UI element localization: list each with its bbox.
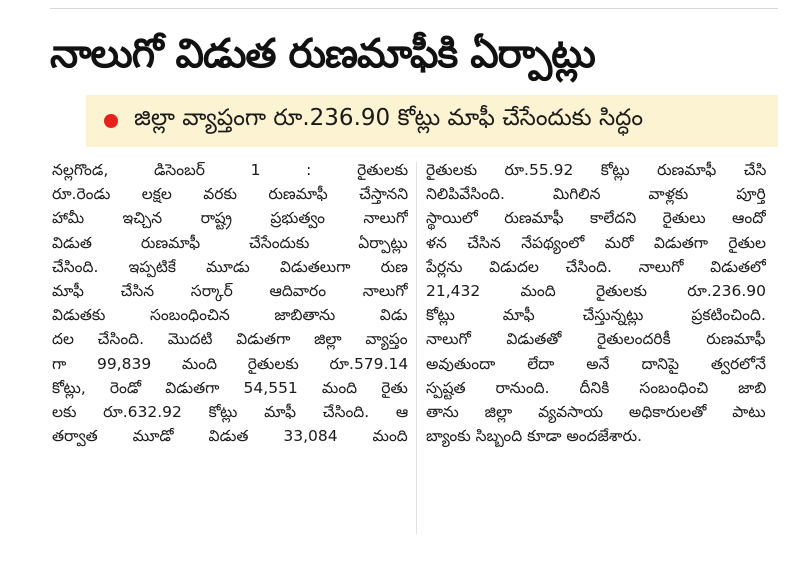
article-line: విడుతకు సంబంధించిన జాబితాను విడు [52, 306, 408, 325]
article-line: చేసింది. ఇప్పటికే మూడు విడుతలుగా రుణ [52, 257, 408, 276]
article-line: రైతులకు రూ.55.92 కోట్లు రుణమాఫీ చేసి [426, 161, 766, 179]
top-rule [50, 8, 778, 9]
red-bullet-icon [104, 114, 118, 128]
article-line: పేర్లను విడుదల చేసింది. నాలుగో విడుతలో [426, 257, 766, 276]
article-line: రూ.రెండు లక్షల వరకు రుణమాఫీ చేస్తానని [52, 185, 408, 204]
article-line: కోట్లు మాఫీ చేస్తున్నట్లు ప్రకటించింది. [426, 306, 766, 325]
article-line: దల చేసింది. మొదటి విడుతగా జిల్లా వ్యాప్తం [52, 330, 408, 349]
article-line: నల్లగొండ, డిసెంబర్ 1 : రైతులకు [52, 161, 408, 179]
article-line: బ్యాంకు సిబ్బంది కూడా అందజేశారు. [426, 427, 643, 446]
subheading-banner [86, 95, 778, 147]
article-line: హామీ ఇచ్చిన రాష్ట్ర ప్రభుత్వం నాలుగో [52, 209, 408, 228]
subheading-text: జిల్లా వ్యాప్తంగా రూ.236.90 కోట్లు మాఫీ చేసేందుకు సిద్ధం [134, 105, 643, 131]
column-divider [416, 162, 417, 534]
article-line: విడుత రుణమాఫీ చేసేందుకు ఏర్పాట్లు [52, 233, 408, 252]
article-line: లకు రూ.632.92 కోట్లు మాఫీ చేసింది. ఆ [52, 403, 408, 422]
article-column-left [52, 158, 408, 538]
article-line: మాఫీ చేసిన సర్కార్ ఆదివారం నాలుగో [52, 282, 408, 301]
headline: నాలుగో విడుత రుణమాఫీకి ఏర్పాట్లు [50, 31, 595, 77]
article-column-right [426, 158, 766, 538]
article-line: నిలిపివేసింది. మిగిలిన వాళ్లకు పూర్తి [426, 185, 766, 204]
article-line: అవుతుందా లేదా అనే దానిపై త్వరలోనే [426, 354, 766, 373]
article-line: తర్వాత మూడో విడుత 33,084 మంది [52, 427, 408, 446]
article-line: స్థాయిలో రుణమాఫీ కాలేదని రైతులు ఆందో [426, 209, 766, 228]
article-line: ళన చేసిన నేపథ్యంలో మరో విడుతగా రైతుల [426, 233, 766, 252]
article-line: తాను జిల్లా వ్యవసాయ అధికారులతో పాటు [426, 403, 766, 422]
article-line: కోట్లు, రెండో విడుతగా 54,551 మంది రైతు [52, 378, 408, 397]
article-line: స్పష్టత రానుంది. దీనికి సంబంధించి జాబి [426, 378, 766, 397]
article-line: నాలుగో విడుతతో రైతులందరికీ రుణమాఫీ [426, 330, 766, 349]
article-line: 21,432 మంది రైతులకు రూ.236.90 [426, 282, 766, 301]
article-line: గా 99,839 మంది రైతులకు రూ.579.14 [52, 354, 408, 373]
